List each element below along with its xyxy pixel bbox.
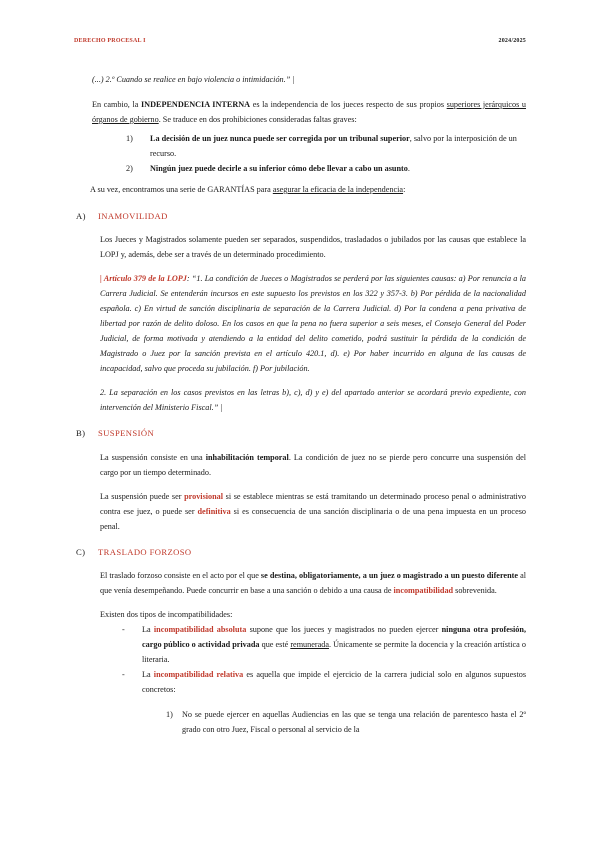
article-379-quote: | Artículo 379 de la LOPJ: “1. La condición de Jueces o Magistrados se perderá por las siguientes causas: a) Por renuncia a la Carrera Judicial. Se entenderán incursos en este supuesto los previstos en los 322 y 357-3. b) Por pérdida de la nacionalidad española. c) En virtud de sanción disciplinaria de separación de la Carrera Judicial. d) Por la condena a pena privativa de libertad por razón de delito doloso. En los casos en que la pena no fuera superior a seis meses, el Consejo General del Poder Judicial, de forma motivada y atendiendo a la entidad del delito cometido, podrá sustituir la pérdida de la condición de Magistrado o Juez por la sanción prevista en el artículo 420.1, d). e) Por haber incurrido en alguna de las causas de incapacidad, salvo que proceda su jubilación. f) Por jubilación. — [100, 274, 526, 373]
garantias-paragraph: A su vez, encontramos una serie de GARANTÍAS para asegurar la eficacia de la independencia: — [90, 185, 406, 194]
independencia-paragraph: En cambio, la INDEPENDENCIA INTERNA es la independencia de los jueces respecto de sus propios superiores jerárquicos u órganos de gobierno. Se traduce en dos prohibiciones consideradas faltas graves: — [92, 100, 526, 124]
prohibiciones-list — [126, 131, 526, 176]
quote-ending: (...) 2.º Cuando se realice en bajo violencia o intimidación.” | — [92, 75, 295, 84]
list-item-incompatibilidad-relativa: - La incompatibilidad relativa es aquella que impide el ejercicio de la carrera judicial solo en algunos supuestos concretos: — [122, 670, 527, 694]
header-course-title: DERECHO PROCESAL I — [74, 38, 146, 44]
suspension-paragraph-2: La suspensión puede ser provisional si se establece mientras se está tramitando un determinado proceso penal o administrativo contra ese juez, o puede ser definitiva si es consecuencia de una sanción disciplinaria o de una pena impuesta en un proceso penal. — [100, 492, 526, 531]
section-heading-b: B) SUSPENSIÓN — [76, 428, 155, 438]
section-heading-c: C) TRASLADO FORZOSO — [76, 547, 192, 557]
incompatibilidades-intro: Existen dos tipos de incompatibilidades: — [100, 610, 233, 619]
inamovilidad-paragraph: Los Jueces y Magistrados solamente pueden ser separados, suspendidos, trasladados o jubilados por las causas que establece la LOPJ y, además, debe ser a través de un determinado procedimiento. — [100, 235, 526, 259]
list-item: 1) La decisión de un juez nunca puede ser corregida por un tribunal superior, salvo por la interposición de un recurso. — [126, 134, 517, 158]
section-heading-a: A) INAMOVILIDAD — [76, 211, 168, 221]
list-item-incompatibilidad-absoluta: - La incompatibilidad absoluta supone que los jueces y magistrados no pueden ejercer ninguna otra profesión, cargo público o actividad privada que esté remunerada. Únicamente se permite la docencia y la creación artística o literaria. — [122, 625, 526, 664]
article-label: | Artículo 379 de la LOPJ — [100, 274, 187, 283]
document-body — [76, 72, 527, 737]
traslado-paragraph: El traslado forzoso consiste en el acto por el que se destina, obligatoriamente, a un juez o magistrado a un puesto diferente al que venía desempeñando. Puede concurrir en base a una sanción o debido a una causa de incompatibilidad sobrevenida. — [100, 571, 526, 595]
header-academic-year: 2024/2025 — [498, 38, 526, 44]
list-item: 2) Ningún juez puede decirle a su inferior cómo debe llevar a cabo un asunto. — [126, 164, 410, 173]
independencia-term: INDEPENDENCIA INTERNA — [141, 100, 251, 109]
article-379-part2: 2. La separación en los casos previstos en las letras b), c), d) y e) del apartado anterior se acordará previo expediente, con intervención del Ministerio Fiscal.” | — [100, 388, 526, 412]
suspension-paragraph-1: La suspensión consiste en una inhabilitación temporal. La condición de juez no se pierde pero concurre una suspensión del cargo por un tiempo determinado. — [100, 453, 527, 477]
list-item-relativa-1: 1) No se puede ejercer en aquellas Audiencias en las que se tenga una relación de parentesco hasta el 2º grado con otro Juez, Fiscal o personal al servicio de la — [166, 710, 526, 734]
